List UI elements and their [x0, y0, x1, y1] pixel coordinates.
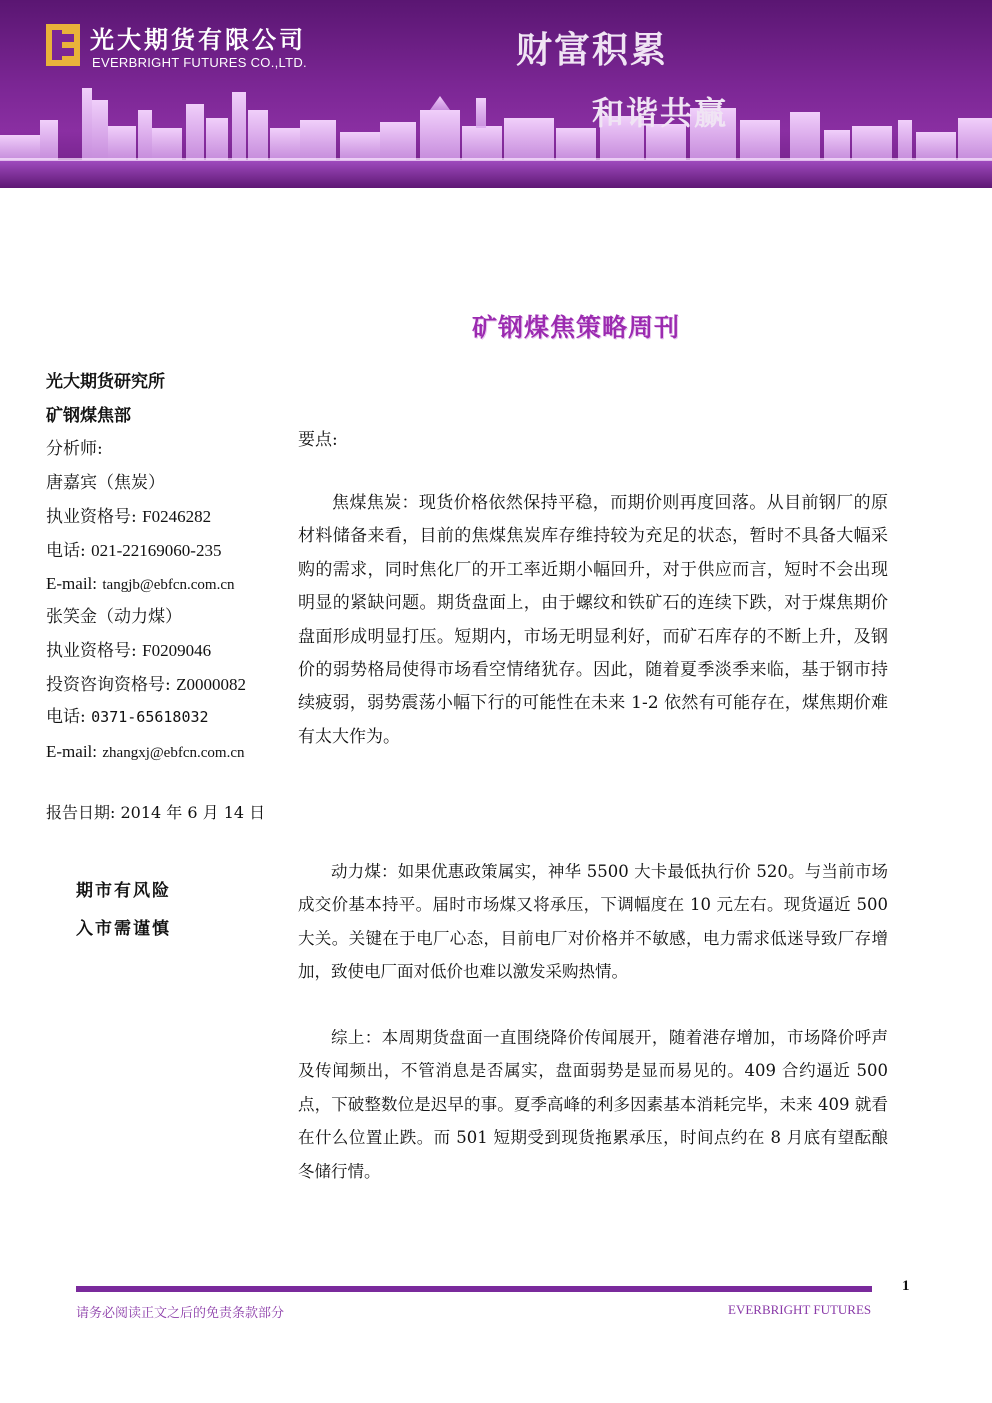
email-link[interactable]: tangjb@ebfcn.com.cn — [102, 577, 235, 593]
institute-name: 光大期货研究所 — [46, 372, 165, 392]
risk-line-1: 期市有风险 — [76, 881, 171, 901]
paragraph-thermal-coal: 动力煤：如果优惠政策属实，神华 5500 大卡最低执行价 520。与当前市场成交价基本持平。届时市场煤又将承压，下调幅度在 10 元左右。现货逼近 500 大关。关键在于电厂心态，目前电厂对价格并不敏感，电力需求低迷导致厂存增加，致使电厂面对低价也难以激发采购热情。 — [298, 862, 888, 982]
analyst2-consult — [46, 668, 296, 702]
analyst1-email — [46, 567, 296, 601]
page-number: 1 — [902, 1278, 910, 1294]
main-content — [298, 425, 888, 455]
analyst1-license — [46, 500, 296, 534]
phone-label: 电话: — [46, 540, 86, 561]
slogan-line-2: 和谐共赢 — [592, 94, 729, 132]
email-label: E-mail: — [46, 574, 97, 593]
report-title: 矿钢煤焦策略周刊 — [472, 313, 681, 342]
license-label: 执业资格号: — [46, 507, 137, 527]
paragraph-coke: 焦煤焦炭：现货价格依然保持平稳，而期价则再度回落。从目前钢厂的原材料储备来看，目前的焦煤焦炭库存维持较为充足的状态，暂时不具备大幅采购的需求，同时焦化厂的开工率近期小幅回升，对于供应而言，短时不会出现明显的紧缺问题。期货盘面上，由于螺纹和铁矿石的连续下跌，对于煤焦期价盘面形成明显打压。短期内，市场无明显利好，而矿石库存的不断上升，及钢价的弱势格局使得市场看空情绪犹存。因此，随着夏季淡季来临，基于钢市持续疲弱，弱势震荡小幅下行的可能性在未来 1-2 依然有可能存在，煤焦期价难有太大作为。 — [298, 493, 888, 747]
department-name: 矿钢煤焦部 — [46, 405, 131, 426]
analyst2-name: 张笑金（动力煤） — [46, 606, 182, 627]
license-label: 执业资格号: — [46, 641, 137, 661]
license-number: F0209046 — [142, 641, 212, 660]
analyst1-phone — [46, 534, 296, 568]
consult-label: 投资咨询资格号: — [46, 674, 171, 695]
footer-disclaimer[interactable]: 请务必阅读正文之后的免责条款部分 — [76, 1306, 285, 1321]
phone-label: 电话: — [46, 707, 86, 727]
phone-number: 0371-65618032 — [91, 708, 209, 726]
license-number: F0246282 — [142, 507, 212, 526]
analyst1-name: 唐嘉宾（焦炭） — [46, 472, 165, 493]
company-name-cn: 光大期货有限公司 — [90, 26, 306, 54]
sidebar — [46, 366, 296, 768]
company-logo — [44, 22, 82, 68]
analyst-label: 分析师: — [46, 439, 103, 459]
analyst2-phone — [46, 701, 296, 735]
email-label: E-mail: — [46, 741, 97, 761]
risk-line-2: 入市需谨慎 — [76, 919, 171, 939]
phone-number: 021-22169060-235 — [91, 540, 222, 560]
key-points-label: 要点: — [298, 430, 338, 450]
analyst2-license — [46, 634, 296, 668]
email-link[interactable]: zhangxj@ebfcn.com.cn — [102, 744, 245, 761]
consult-number: Z0000082 — [176, 674, 247, 694]
risk-warning — [76, 872, 171, 948]
report-date: 报告日期: 2014 年 6 月 14 日 — [46, 803, 266, 822]
slogan-line-1: 财富积累 — [516, 30, 669, 71]
company-name-en: EVERBRIGHT FUTURES CO.,LTD. — [92, 55, 307, 70]
footer-brand: EVERBRIGHT FUTURES — [728, 1302, 872, 1317]
paragraph-summary: 综上：本周期货盘面一直围绕降价传闻展开，随着港存增加，市场降价呼声及传闻频出，不管消息是否属实，盘面弱势是显而易见的。409 合约逼近 500 点，下破整数位是迟早的事。夏季高峰的利多因素基本消耗完毕，未来 409 就看在什么位置止跌。而 501 短期受到现货拖累承压，时间点约在 8 月底有望酝酿冬储行情。 — [298, 1028, 888, 1181]
footer-divider — [76, 1286, 872, 1292]
analyst2-email — [46, 735, 296, 769]
header-banner — [0, 0, 992, 188]
